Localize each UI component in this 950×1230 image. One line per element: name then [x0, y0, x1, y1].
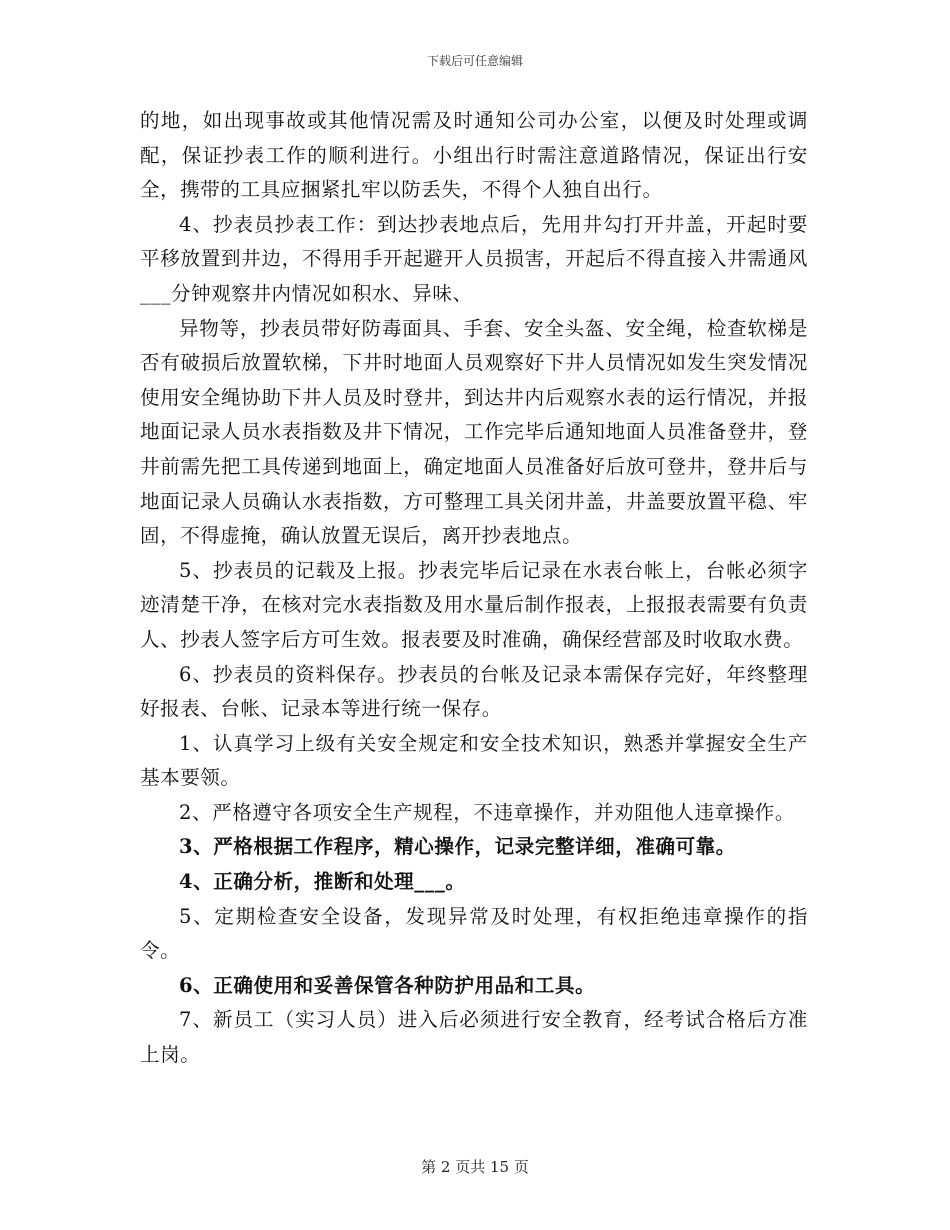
paragraph: 1、认真学习上级有关安全规定和安全技术知识，熟悉并掌握安全生产基本要领。	[140, 731, 808, 790]
paragraph: 5、定期检查安全设备，发现异常及时处理，有权拒绝违章操作的指令。	[140, 904, 808, 963]
paragraph: 6、抄表员的资料保存。抄表员的台帐及记录本需保存完好，年终整理好报表、台帐、记录本等进行统一保存。	[140, 662, 808, 721]
paragraph: 2、严格遵守各项安全生产规程，不违章操作，并劝阻他人违章操作。	[179, 800, 796, 824]
paragraph-bold: 6、正确使用和妥善保管各种防护用品和工具。	[179, 973, 596, 997]
paragraph-bold: 3、严格根据工作程序，精心操作，记录完整详细，准确可靠。	[179, 835, 736, 859]
paragraph: 的地，如出现事故或其他情况需及时通知公司办公室，以便及时处理或调配，保证抄表工作的顺利进行。小组出行时需注意道路情况，保证出行安全，携带的工具应捆紧扎牢以防丢失，不得个人独自出行。	[140, 109, 808, 202]
paragraph: 4、抄表员抄表工作：到达抄表地点后，先用井勾打开井盖，开起时要平移放置到井边，不得用手开起避开人员损害，开起后不得直接入井需通风___分钟观察井内情况如积水、异味、	[140, 212, 808, 305]
paragraph: 7、新员工（实习人员）进入后必须进行安全教育，经考试合格后方准上岗。	[140, 1008, 808, 1067]
paragraph-bold: 4、正确分析，推断和处理___。	[179, 870, 466, 894]
page-number: 第 2 页共 15 页	[421, 1158, 529, 1176]
page-header: 下载后可任意编辑	[426, 54, 523, 68]
document-body	[140, 104, 808, 1073]
paragraph: 5、抄表员的记载及上报。抄表完毕后记录在水表台帐上，台帐必须字迹清楚干净，在核对完水表指数及用水量后制作报表，上报报表需要有负责人、抄表人签字后方可生效。报表要及时准确，确保经营部及时收取水费。	[140, 558, 808, 651]
paragraph: 异物等，抄表员带好防毒面具、手套、安全头盔、安全绳，检查软梯是否有破损后放置软梯，下井时地面人员观察好下井人员情况如发生突发情况使用安全绳协助下井人员及时登井，到达井内后观察水表的运行情况，并报地面记录人员水表指数及井下情况，工作完毕后通知地面人员准备登井，登井前需先把工具传递到地面上，确定地面人员准备好后放可登井，登井后与地面记录人员确认水表指数，方可整理工具关闭井盖，井盖要放置平稳、牢固，不得虚掩，确认放置无误后，离开抄表地点。	[140, 316, 808, 548]
